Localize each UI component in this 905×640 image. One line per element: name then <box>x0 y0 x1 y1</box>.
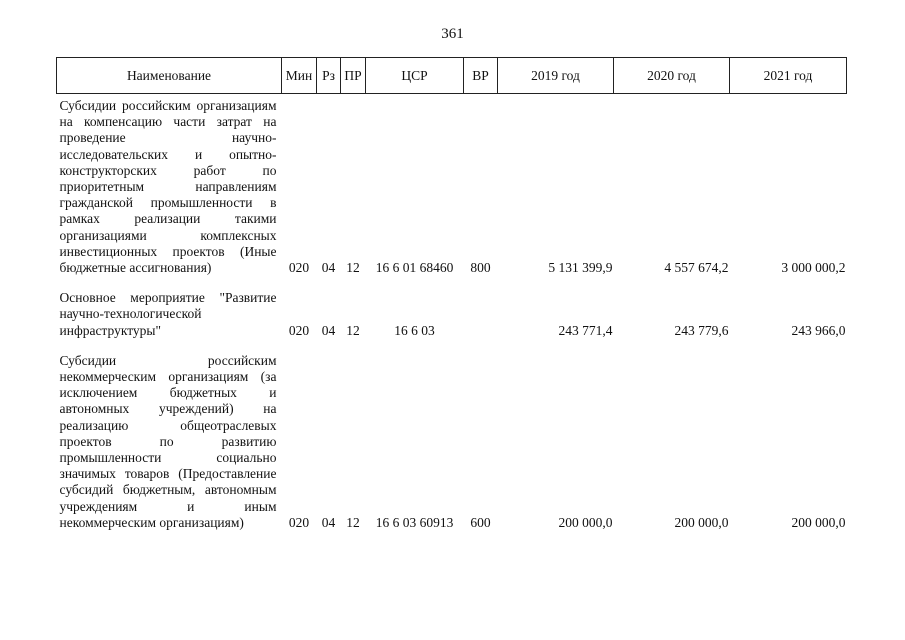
row-min: 020 <box>288 260 310 276</box>
row-pr: 12 <box>346 514 360 530</box>
page-number: 361 <box>441 26 464 42</box>
row-2019: 5 131 399,9 <box>548 260 613 276</box>
row-name: Субсидии российским организациям на компенсацию части затрат на проведение научно-исследовательских и опытно-конструкторских работ по приоритетным направлениям гражданской промышленности в рамках реализации такими организациями комплексных инвестиционных проектов (Иные бюджетные ассигнования) <box>59 98 277 276</box>
budget-table <box>56 57 847 539</box>
row-vr: 800 <box>470 260 491 276</box>
row-csr: 16 6 03 <box>394 322 435 338</box>
row-name: Основное мероприятие "Развитие научно-технологической инфраструктуры" <box>59 290 277 338</box>
row-rz: 04 <box>321 322 336 338</box>
row-2020: 4 557 674,2 <box>664 260 729 276</box>
header-pr: ПР <box>341 58 366 94</box>
header-csr: ЦСР <box>366 58 464 94</box>
table-header-row <box>57 58 847 94</box>
header-rz: Рз <box>317 58 341 94</box>
row-2019: 200 000,0 <box>558 514 613 530</box>
table-row <box>57 94 847 285</box>
row-2020: 200 000,0 <box>674 514 729 530</box>
row-csr: 16 6 03 60913 <box>375 514 454 530</box>
row-vr: 600 <box>470 514 491 530</box>
row-2021: 200 000,0 <box>791 514 846 530</box>
header-name: Наименование <box>57 58 282 94</box>
row-2020: 243 779,6 <box>674 322 729 338</box>
row-min: 020 <box>288 322 310 338</box>
row-2019: 243 771,4 <box>558 322 613 338</box>
row-2021: 243 966,0 <box>791 322 846 338</box>
row-rz: 04 <box>321 514 336 530</box>
row-vr <box>464 284 498 347</box>
row-pr: 12 <box>346 260 360 276</box>
header-vr: ВР <box>464 58 498 94</box>
row-2021: 3 000 000,2 <box>781 260 846 276</box>
header-2019: 2019 год <box>498 58 614 94</box>
table-row <box>57 284 847 347</box>
row-min: 020 <box>288 514 310 530</box>
row-name: Субсидии российским некоммерческим организациям (за исключением бюджетных и автономных учреждений) на реализацию общеотраслевых проектов по развитию промышленности социально значимых товаров (Предоставление субсидий бюджетным, автономным учреждениям и иным некоммерческим организациям) <box>59 352 277 530</box>
row-csr: 16 6 01 68460 <box>375 260 454 276</box>
table-row <box>57 347 847 539</box>
header-min: Мин <box>282 58 317 94</box>
row-pr: 12 <box>346 322 360 338</box>
header-2021: 2021 год <box>730 58 847 94</box>
header-2020: 2020 год <box>614 58 730 94</box>
row-rz: 04 <box>321 260 336 276</box>
